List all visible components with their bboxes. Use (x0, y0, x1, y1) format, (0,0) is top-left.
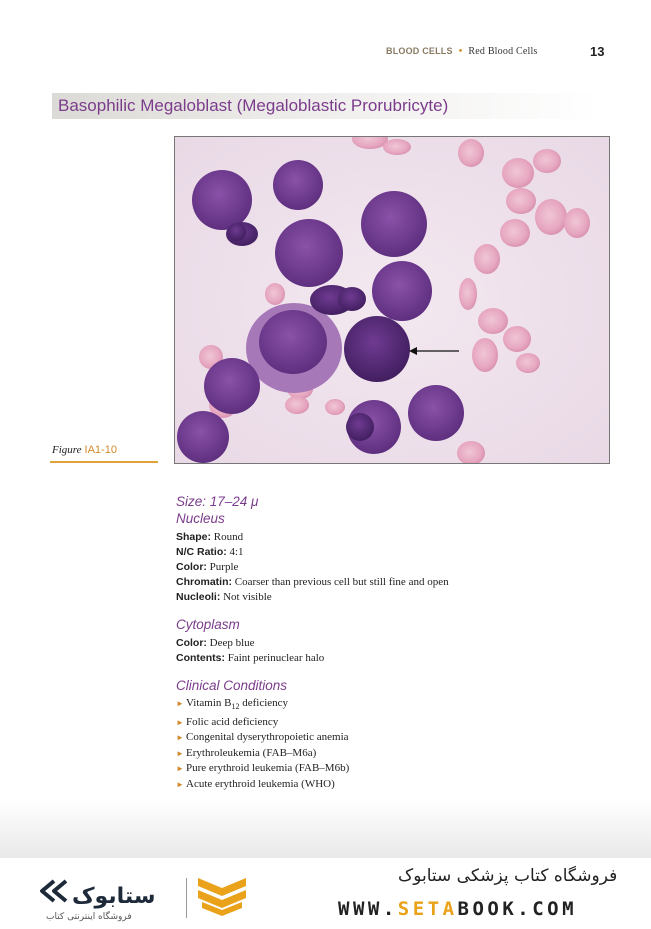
running-head-section: BLOOD CELLS (386, 46, 453, 56)
list-item (176, 746, 606, 762)
cytoplasm-row (176, 651, 606, 666)
row-label: Color: (176, 561, 207, 573)
item-text: Vitamin B (186, 697, 232, 709)
row-label: N/C Ratio: (176, 546, 227, 558)
micrograph-figure (174, 136, 610, 464)
row-value: Purple (209, 561, 239, 573)
row-value: Not visible (223, 591, 272, 603)
nucleus-details (176, 530, 606, 605)
bullet-icon: ► (176, 764, 184, 774)
nucleus-row (176, 545, 606, 560)
nucleus-row (176, 590, 606, 605)
cytoplasm-heading: Cytoplasm (176, 617, 240, 632)
row-value: Round (213, 531, 244, 543)
figure-number: IA1-10 (84, 444, 117, 456)
cytoplasm-row (176, 636, 606, 651)
row-value: Coarser than previous cell but still fine and open (234, 576, 449, 588)
nucleus-heading: Nucleus (176, 511, 225, 526)
row-label: Shape: (176, 531, 212, 543)
bullet-icon: ► (176, 779, 184, 789)
figure-rule (50, 461, 158, 463)
running-head (386, 46, 538, 57)
nucleus-row (176, 560, 606, 575)
item-text: Erythroleukemia (FAB–M6a) (186, 746, 317, 759)
clinical-heading: Clinical Conditions (176, 678, 288, 693)
item-text: Acute erythroid leukemia (WHO) (186, 777, 335, 790)
item-text: Folic acid deficiency (186, 715, 279, 728)
nucleus-row (176, 575, 606, 590)
shop-url[interactable] (338, 898, 577, 920)
url-highlight: SETA (397, 898, 458, 920)
bullet-icon: ► (176, 748, 184, 758)
row-label: Chromatin: (176, 576, 232, 588)
cell-description (176, 493, 606, 792)
url-suffix: BOOK.COM (457, 898, 578, 920)
figure-label: Figure (52, 444, 82, 456)
item-text: Congenital dyserythropoietic anemia (186, 731, 349, 744)
item-text-after: deficiency (239, 697, 289, 709)
bullet-icon: ► (176, 717, 184, 727)
list-item (176, 715, 606, 731)
list-item (176, 761, 606, 777)
bullet-icon: ► (176, 699, 184, 708)
book-logo-icon (192, 872, 252, 918)
row-value: Deep blue (209, 637, 255, 649)
url-prefix: WWW. (338, 898, 398, 920)
page-title: Basophilic Megaloblast (Megaloblastic Prorubricyte) (58, 96, 449, 115)
list-item (176, 730, 606, 746)
list-item (176, 696, 606, 715)
page-number: 13 (590, 44, 605, 59)
shop-name: فروشگاه کتاب پزشکی ستابوک (398, 866, 618, 886)
nucleus-row (176, 530, 606, 545)
row-value: Faint perinuclear halo (227, 652, 325, 664)
running-head-subsection: Red Blood Cells (468, 46, 538, 57)
bullet-icon: ► (176, 733, 184, 743)
row-label: Nucleoli: (176, 591, 221, 603)
row-label: Color: (176, 637, 207, 649)
logo-text: ستابوک (72, 884, 156, 909)
list-item (176, 777, 606, 793)
running-head-separator: • (458, 46, 463, 57)
item-subscript: 12 (231, 702, 240, 712)
cytoplasm-details (176, 636, 606, 666)
clinical-conditions-list (176, 696, 606, 792)
figure-caption (52, 444, 117, 456)
logo-subtitle: فروشگاه اینترنتی کتاب (46, 912, 132, 922)
row-label: Contents: (176, 652, 225, 664)
footer-fade (0, 800, 651, 858)
item-text: Pure erythroid leukemia (FAB–M6b) (186, 762, 350, 775)
logo-divider (186, 878, 187, 918)
micrograph-image (175, 137, 609, 463)
row-value: 4:1 (229, 546, 244, 558)
size-heading: Size: 17–24 μ (176, 494, 259, 509)
